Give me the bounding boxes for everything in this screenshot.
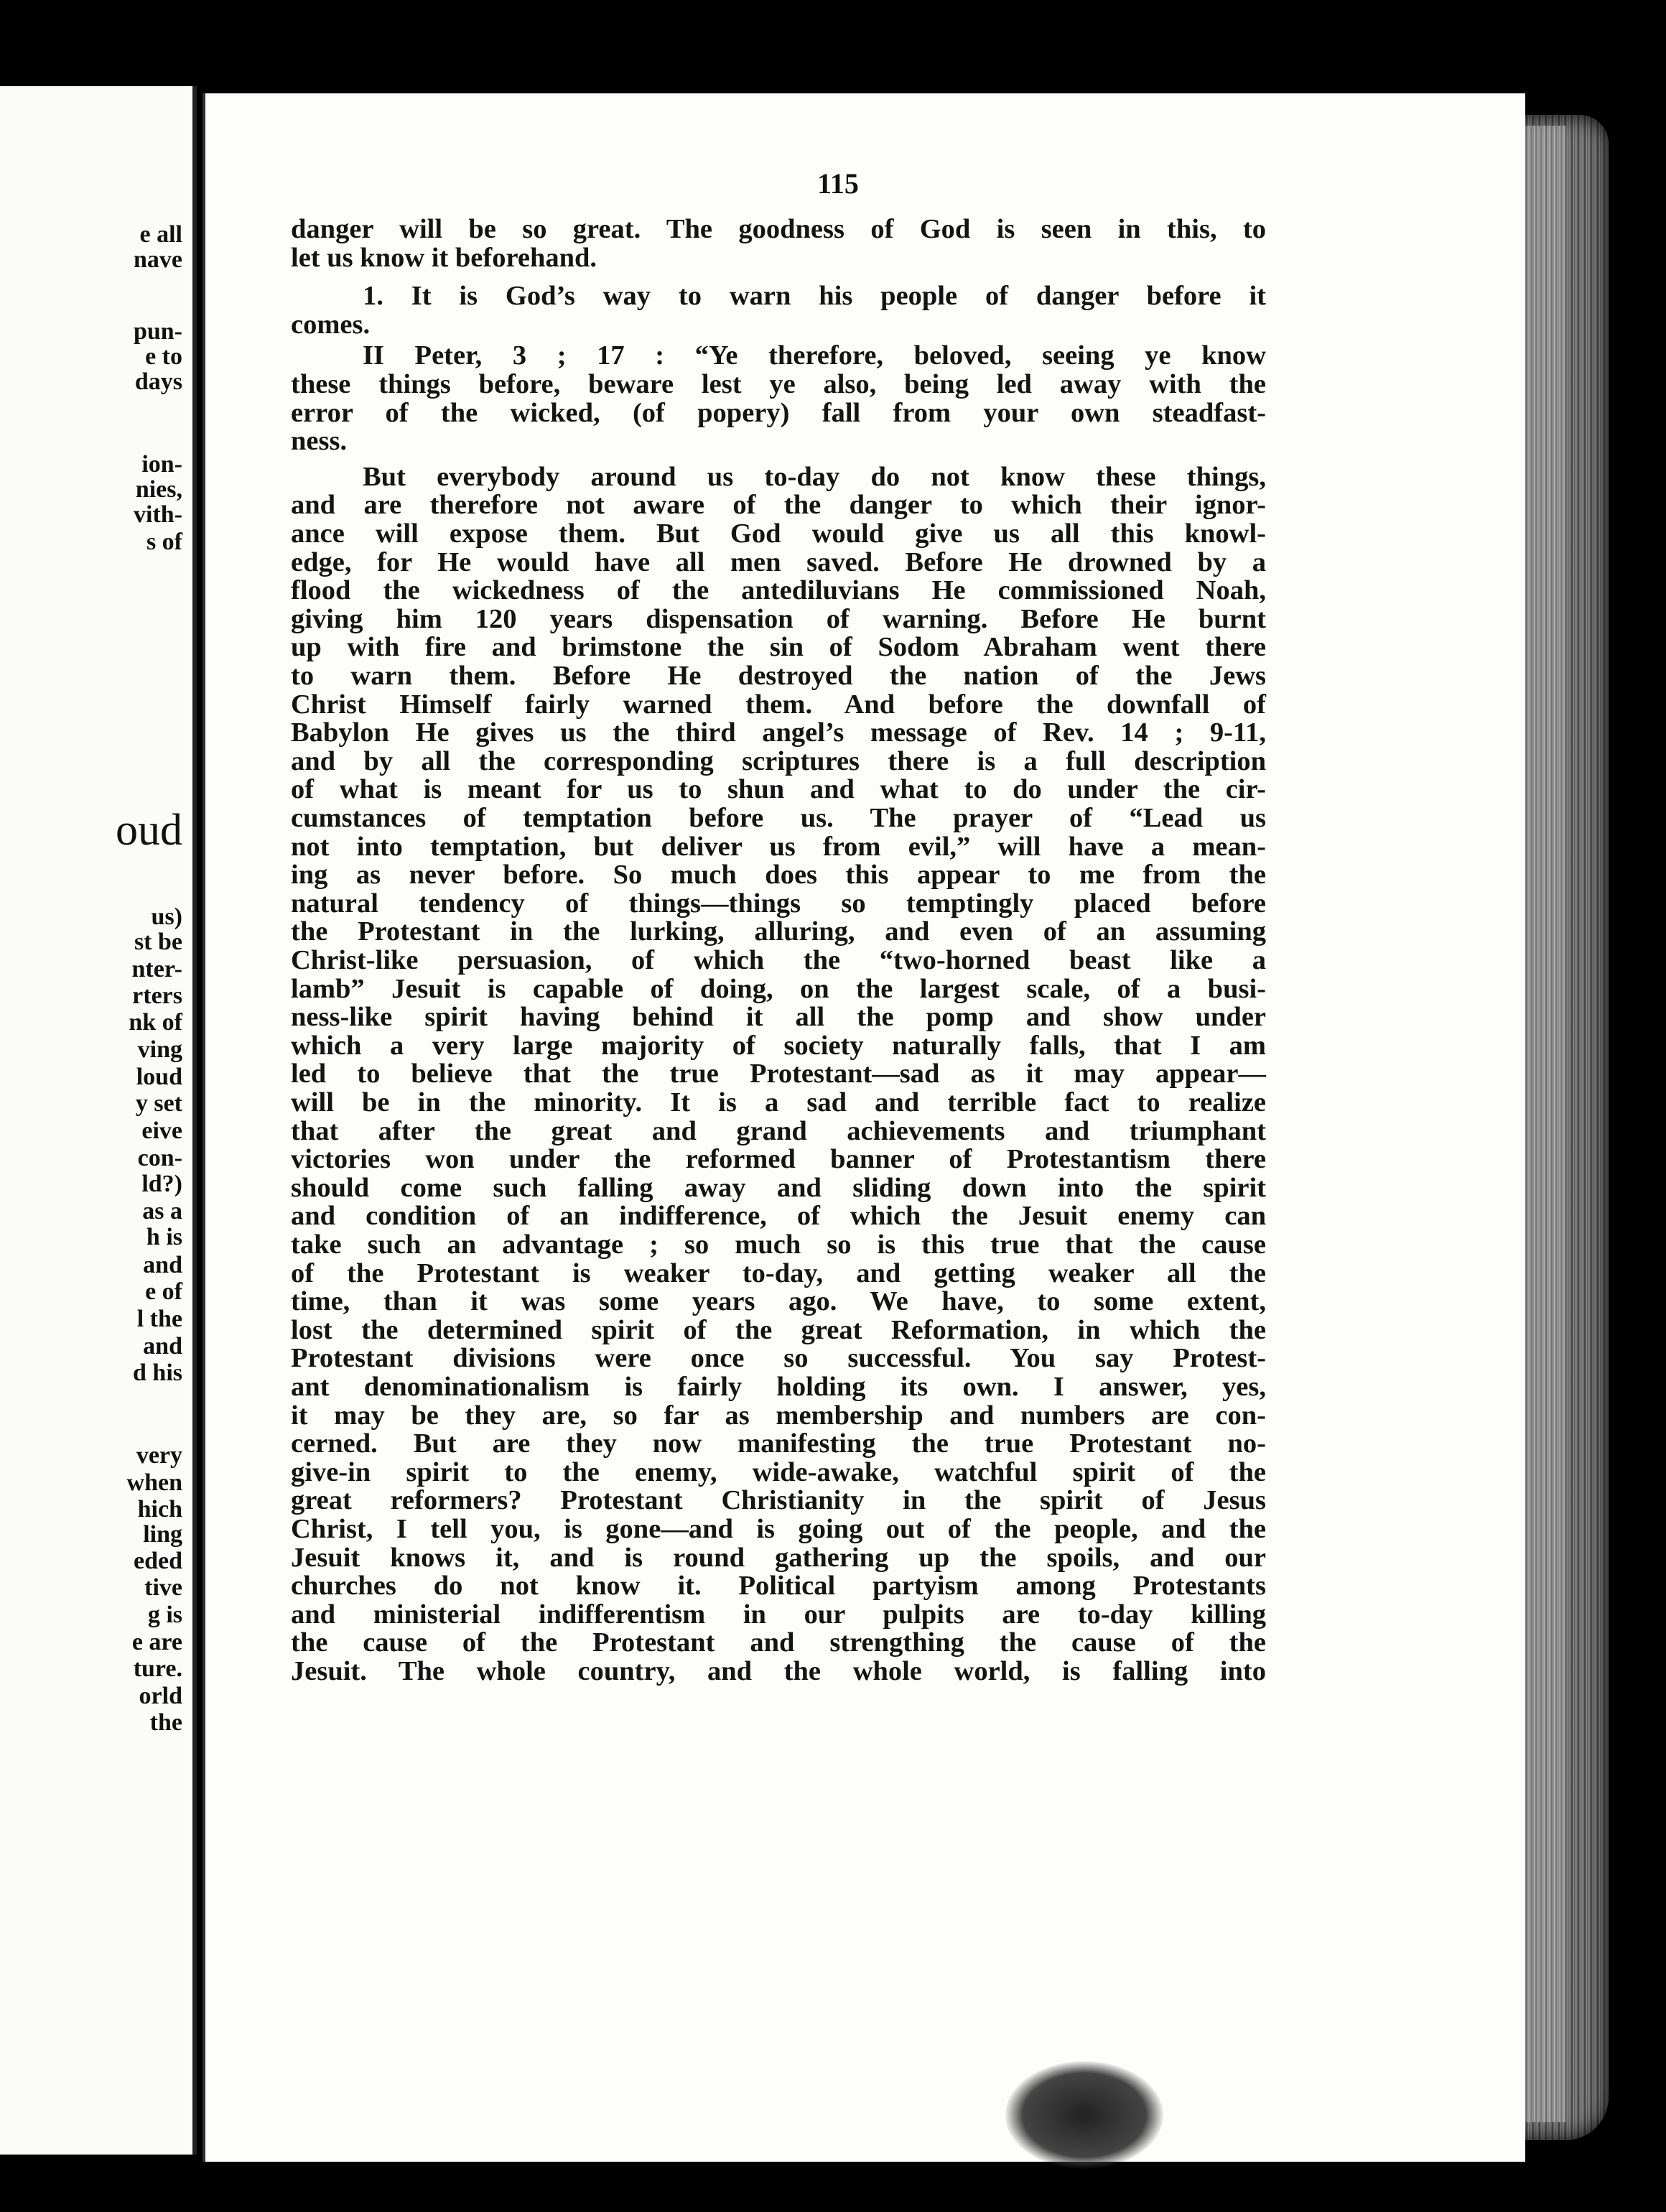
left-page-heading: oud <box>116 806 182 855</box>
left-page-fragment: d his <box>133 1360 182 1386</box>
text-line: it may be they are, so far as membership and numbers are con- <box>291 1400 1266 1431</box>
text-line: and by all the corresponding scriptures there is a full description <box>291 745 1266 776</box>
left-page-fragment: eive <box>141 1117 182 1144</box>
page-number: 115 <box>817 167 859 200</box>
text-line: But everybody around us to-day do not know these things, <box>363 461 1266 492</box>
text-line: the Protestant in the lurking, alluring, and even of an assuming <box>291 916 1266 947</box>
left-page-fragment: e are <box>131 1629 182 1655</box>
text-line: flood the wickedness of the antediluvians He commissioned Noah, <box>291 575 1266 606</box>
left-page-fragment: days <box>134 368 182 395</box>
text-line: take such an advantage ; so much so is this true that the cause <box>291 1230 1266 1260</box>
left-page-fragment: loud <box>136 1064 182 1090</box>
left-page-fragment: tive <box>144 1574 182 1601</box>
left-page-fragment: nave <box>134 246 182 273</box>
text-line: comes. <box>291 309 371 340</box>
text-line: and ministerial indifferentism in our pulpits are to-day killing <box>291 1599 1266 1630</box>
left-facing-page <box>0 86 197 2155</box>
text-line: the cause of the Protestant and strengthing the cause of the <box>291 1627 1266 1658</box>
left-page-fragment: nter- <box>131 956 182 982</box>
left-page-fragment: con- <box>137 1145 182 1171</box>
left-page-fragment: e of <box>145 1278 182 1305</box>
left-page-fragment: ture. <box>133 1655 182 1682</box>
left-page-fragment: y set <box>135 1090 182 1117</box>
text-line: Christ-like persuasion, of which the “two-horned beast like a <box>291 945 1266 975</box>
text-line: and are therefore not aware of the danger to which their ignor- <box>291 490 1266 521</box>
text-line: to warn them. Before He destroyed the nation of the Jews <box>291 661 1266 691</box>
text-line: danger will be so great. The goodness of God is seen in this, to <box>291 214 1266 244</box>
left-page-fragment: rters <box>132 982 182 1009</box>
left-page-fragment: s of <box>146 529 182 555</box>
left-page-fragment: eded <box>134 1548 182 1574</box>
text-line: and condition of an indifference, of which the Jesuit enemy can <box>291 1201 1266 1232</box>
left-page-fragment: the <box>149 1709 182 1736</box>
text-line: cumstances of temptation before us. The prayer of “Lead us <box>291 803 1266 833</box>
left-page-fragment: ling <box>143 1521 182 1548</box>
text-line: of what is meant for us to shun and what to do under the cir- <box>291 774 1266 805</box>
left-page-fragment: orld <box>139 1683 182 1709</box>
left-page-fragment: ving <box>137 1036 182 1063</box>
ink-blot-mark <box>1005 2061 1163 2169</box>
text-line: ing as never before. So much does this appear to me from the <box>291 860 1266 891</box>
text-line: victories won under the reformed banner of Protestantism there <box>291 1144 1266 1175</box>
text-line: cerned. But are they now manifesting the true Protestant no- <box>291 1428 1266 1459</box>
text-line: ance will expose them. But God would give us all this knowl- <box>291 519 1266 549</box>
left-page-fragment: very <box>136 1442 182 1469</box>
text-line: these things before, beware lest ye also, being led away with the <box>291 369 1266 399</box>
text-line: that after the great and grand achievements and triumphant <box>291 1115 1266 1146</box>
left-page-fragment: and <box>143 1333 182 1360</box>
left-page-fragment: ion- <box>141 451 182 478</box>
text-line: let us know it beforehand. <box>291 242 597 273</box>
text-line: Jesuit. The whole country, and the whole world, is falling into <box>291 1656 1266 1686</box>
text-line: which a very large majority of society naturally falls, that I am <box>291 1030 1266 1061</box>
left-page-fragment: nk of <box>129 1009 182 1036</box>
text-line: Babylon He gives us the third angel’s message of Rev. 14 ; 9-11, <box>291 717 1266 748</box>
text-line: ness. <box>291 426 348 457</box>
left-page-fragment: pun- <box>133 318 182 345</box>
text-line: up with fire and brimstone the sin of Sodom Abraham went there <box>291 632 1266 663</box>
left-page-fragment: l the <box>136 1306 182 1332</box>
text-line: should come such falling away and sliding down into the spirit <box>291 1172 1266 1203</box>
left-page-fragment: e to <box>145 343 182 370</box>
text-line: give-in spirit to the enemy, wide-awake, watchful spirit of the <box>291 1456 1266 1487</box>
text-line: great reformers? Protestant Christianity in the spirit of Jesus <box>291 1485 1266 1516</box>
left-page-fragment: hich <box>137 1496 182 1523</box>
text-line: lamb” Jesuit is capable of doing, on the largest scale, of a busi- <box>291 973 1266 1004</box>
left-page-fragment: g is <box>147 1602 182 1628</box>
text-line: of the Protestant is weaker to-day, and getting weaker all the <box>291 1258 1266 1288</box>
left-page-fragment: as a <box>142 1198 182 1224</box>
left-page-fragment: e all <box>139 221 182 248</box>
text-line: ness-like spirit having behind it all the pomp and show under <box>291 1002 1266 1033</box>
text-line: II Peter, 3 ; 17 : “Ye therefore, beloved, seeing ye know <box>363 340 1266 371</box>
text-line: ant denominationalism is fairly holding its own. I answer, yes, <box>291 1372 1266 1402</box>
text-line: edge, for He would have all men saved. Before He drowned by a <box>291 547 1266 577</box>
left-page-fragment: when <box>126 1469 182 1496</box>
text-line: churches do not know it. Political partyism among Protestants <box>291 1571 1266 1602</box>
text-line: 1. It is God’s way to warn his people of danger before it <box>363 281 1266 312</box>
left-page-fragment: h is <box>146 1224 182 1250</box>
text-line: error of the wicked, (of popery) fall from your own steadfast- <box>291 397 1266 428</box>
text-line: lost the determined spirit of the great Reformation, in which the <box>291 1314 1266 1345</box>
left-page-fragment: and <box>143 1252 182 1278</box>
left-page-fragment: nies, <box>135 476 182 503</box>
text-line: led to believe that the true Protestant—sad as it may appear— <box>291 1059 1266 1089</box>
left-page-fragment: st be <box>134 929 182 955</box>
text-line: not into temptation, but deliver us from evil,” will have a mean- <box>291 831 1266 862</box>
left-page-fragment: us) <box>151 903 182 930</box>
text-line: Jesuit knows it, and is round gathering up the spoils, and our <box>291 1542 1266 1573</box>
text-line: will be in the minority. It is a sad and terrible fact to realize <box>291 1087 1266 1117</box>
text-line: Protestant divisions were once so successful. You say Protest- <box>291 1343 1266 1374</box>
text-line: natural tendency of things—things so temptingly placed before <box>291 888 1266 919</box>
text-line: Christ Himself fairly warned them. And before the downfall of <box>291 689 1266 720</box>
text-line: giving him 120 years dispensation of warning. Before He burnt <box>291 603 1266 634</box>
left-page-fragment: vith- <box>134 501 182 528</box>
text-line: time, than it was some years ago. We have, to some extent, <box>291 1286 1266 1317</box>
text-line: Christ, I tell you, is gone—and is going out of the people, and the <box>291 1514 1266 1544</box>
left-page-fragment: ld?) <box>141 1171 182 1197</box>
